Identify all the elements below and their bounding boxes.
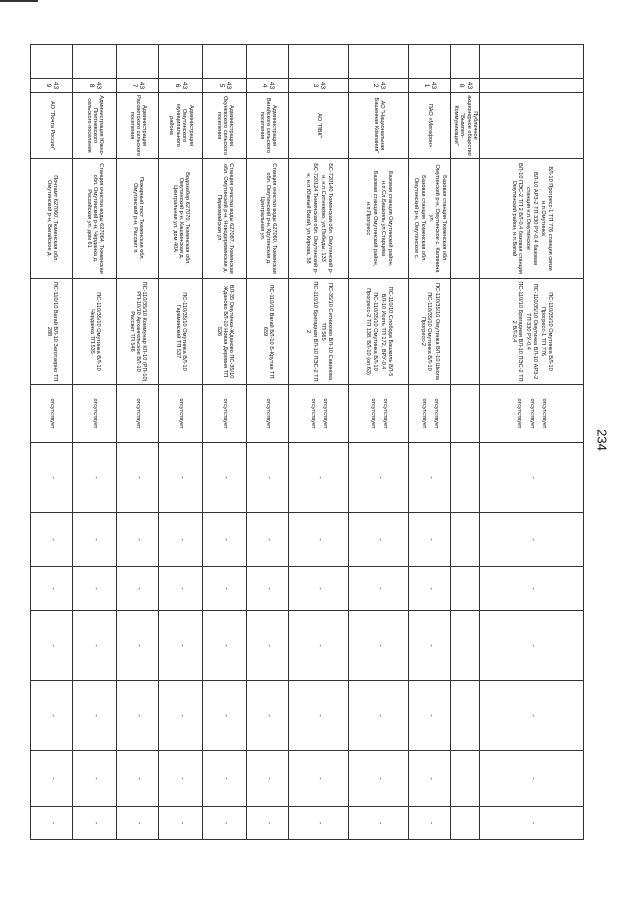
status-value: отсутствует (178, 398, 185, 429)
dash-cell: - (289, 567, 349, 611)
empty-cell (451, 279, 480, 385)
empty-cell (289, 45, 349, 79)
dash-cell: - (203, 611, 247, 681)
dash-cell: - (409, 751, 451, 807)
owner-name: АО "Национальная Башенная Компания" (349, 93, 409, 159)
status-value: отсутствует (135, 398, 142, 429)
empty-cell (451, 159, 480, 279)
dash-cell: - (31, 611, 73, 681)
dash-cell: - (480, 611, 584, 681)
object-description: Станция очистки воды 627064, Тюменская обл. Омутинский р-н, Черданка д. Российская ул. дом 61 (85, 163, 105, 274)
owner-name: АО "ПВК" (289, 93, 349, 159)
dash-cell: - (31, 807, 73, 840)
status-cell (203, 385, 247, 443)
line-cell (203, 279, 247, 385)
row-number: 437 (117, 79, 159, 93)
dash-cell: - (117, 751, 159, 807)
empty-cell (451, 807, 480, 840)
dash-cell: - (159, 807, 203, 840)
dash-cell: - (247, 751, 289, 807)
dash-cell: - (117, 443, 159, 513)
empty-cell (247, 45, 289, 79)
dash-cell: - (159, 611, 203, 681)
owner-name: Публичное акционерное общество "Вымпел-Коммуникации" (451, 93, 480, 159)
empty-cell (451, 45, 480, 79)
dash-cell: - (247, 681, 289, 751)
owner-name: АО "Почта России" (31, 93, 73, 159)
dash-cell: - (480, 513, 584, 567)
object-cell (73, 159, 117, 279)
object-description: Станция очистки воды 627087, Тюменская обл. Омутинский р-н, Новодеревенская д. Первомайская ул. (215, 163, 235, 274)
empty-cell (73, 45, 117, 79)
empty-cell (451, 443, 480, 513)
dash-cell: - (117, 567, 159, 611)
empty-cell (451, 681, 480, 751)
supply-line: ПС-110/35/10 Омутинка ВЛ-10 Черданка ТП 535 (88, 292, 102, 371)
empty-cell (480, 45, 584, 79)
supply-line: ПС-110/10 Бригадная ВЛ-10 ПЭС-2 ТП 2 ВЛ-0,4 (510, 281, 524, 382)
supply-line: ПС-110/35/10 Коммунар КЛ-10 (РП-10) РП-10/10 Архангельское ВЛ-10 Рассвет ТП 546 (128, 281, 148, 382)
status-cell (117, 385, 159, 443)
dash-cell: - (31, 443, 73, 513)
supply-line: ПС-110/35/10 Омутинка ВЛ-10 Прогресс-1 ТП 776 (540, 292, 553, 371)
object-description: БС-720124 Тюменская обл. Омутинский р-н, н.п.Южный Вагай, ул.Кирова, 58 (305, 163, 318, 274)
status-value: отсутствует (420, 398, 427, 429)
line-cell (31, 279, 73, 385)
supply-line: ПС-110/35/10 Омутинка ВЛ-10 Прогресс-2 ТП 138, ВЛ-10 (оп.63) (365, 288, 378, 375)
dash-cell: - (289, 807, 349, 840)
object-description: ВЛ-10 ПЭС-2 ТП 2 ВЛ-0,4 базовая станция Омутинский район, н.п.Вагай (510, 163, 524, 274)
dash-cell: - (73, 611, 117, 681)
owner-name: Администрация Окуневского сельского поселения (203, 93, 247, 159)
dash-cell: - (247, 567, 289, 611)
status-value: отсутствует (433, 398, 440, 429)
row-number: 434 (247, 79, 289, 93)
dash-cell: - (349, 611, 409, 681)
dash-cell: - (31, 513, 73, 567)
dash-cell: - (349, 751, 409, 807)
line-cell (349, 279, 409, 385)
object-description: Водозабор 627070, Тюменская обл. Омутинский р-н, Кашкинская д. Центральная ул. дом 40А (171, 172, 191, 265)
line-cell (289, 279, 349, 385)
object-description: Почтамт 627060, Тюменская обл. Омутинский р-н, Вагайское д. (45, 175, 59, 262)
object-cell (159, 159, 203, 279)
supply-line: ПС-110/10 Бригадная ВЛ-10 ПЭС-2 ТП 2 (305, 281, 318, 382)
dash-cell: - (203, 567, 247, 611)
empty-cell (451, 567, 480, 611)
status-cell (409, 385, 451, 443)
dash-cell: - (31, 751, 73, 807)
dash-cell: - (247, 443, 289, 513)
line-cell (73, 279, 117, 385)
object-cell (480, 159, 584, 279)
dash-cell: - (203, 513, 247, 567)
table-row (117, 45, 159, 840)
object-description: ВЛ-10 АРЗ-2 ТП 330 РУ-0,4 базовая станция н.п.Омутинское (525, 171, 538, 266)
dash-cell: - (349, 443, 409, 513)
object-cell (203, 159, 247, 279)
dash-cell: - (349, 567, 409, 611)
supply-line: ПС-110/10 Вагай ВЛ-10 Б-Крутая ТП 659 (261, 284, 275, 379)
object-cell (289, 159, 349, 279)
dash-cell: - (480, 807, 584, 840)
dash-cell: - (73, 567, 117, 611)
object-description: ВЛ-10 Прогресс-1 ТП 776 станция связи н.п.Омутинка (540, 166, 553, 271)
dash-cell: - (289, 681, 349, 751)
object-cell (349, 159, 409, 279)
object-description: Базовая станция Омутинский район, н.п.Прогресс (365, 170, 378, 267)
dash-cell: - (117, 807, 159, 840)
empty-cell (31, 45, 73, 79)
empty-cell (349, 45, 409, 79)
supply-line: ПС-110/10 Слобода Башкиль ВЛ-5 ВЛ-10 Исеть ТП 172, ВРУ-0,4 (380, 286, 393, 377)
object-description: Базовая станция Тюменская обл. Омутинский р-н, Омутинское с. Калинина ул. (428, 164, 447, 273)
dash-cell: - (247, 807, 289, 840)
dash-cell: - (159, 513, 203, 567)
empty-cell (451, 611, 480, 681)
dash-cell: - (159, 567, 203, 611)
empty-cell (203, 45, 247, 79)
empty-cell (409, 45, 451, 79)
dash-cell: - (31, 681, 73, 751)
dash-cell: - (289, 611, 349, 681)
table-row (31, 45, 73, 840)
dash-cell: - (247, 611, 289, 681)
row-number: 438 (73, 79, 117, 93)
line-cell (117, 279, 159, 385)
status-value: отсутствует (92, 398, 99, 429)
supply-line: ПС-35/10 Ситниково ВЛ-10 Савинова ТП 565 (320, 282, 333, 381)
object-cell (409, 159, 451, 279)
empty-cell (117, 45, 159, 79)
status-cell (480, 385, 584, 443)
table-row (349, 45, 409, 840)
table-row (451, 45, 480, 840)
dash-cell: - (159, 751, 203, 807)
status-cell (289, 385, 349, 443)
object-cell (117, 159, 159, 279)
owner-name: Администрация Рассветского сельского поселения (117, 93, 159, 159)
object-description: Пожарный пост Тюменская обл. Омутинский р-н, Рассвет п. (131, 176, 145, 261)
object-description: Базовая станция Тюменская обл. Омутинский р-н, Омутинское с. (413, 175, 426, 262)
dash-cell: - (409, 611, 451, 681)
row-number: 431 (409, 79, 451, 93)
table-row (247, 45, 289, 840)
empty-cell (451, 513, 480, 567)
status-cell (73, 385, 117, 443)
dash-cell: - (409, 443, 451, 513)
supply-line: ПС-110/35/10 Омутинка ВЛ-10 АРЗ-2 ТП 330 РУ-0,4 (525, 283, 538, 380)
object-description: Станция очистки воды 627060, Тюменская обл. Омутинский р-н, Крутинская д. Центральная ул. (258, 163, 278, 274)
line-cell (159, 279, 203, 385)
supply-line: ВЛ-35 Омутинка-Ждановo ПС-35/10 Ждановo ВЛ-10 Новая Деревня ТП 526 (215, 284, 235, 379)
status-value: отсутствует (528, 398, 535, 429)
status-value: отсутствует (382, 398, 389, 429)
dash-cell: - (31, 567, 73, 611)
dash-cell: - (117, 611, 159, 681)
table-row (409, 45, 451, 840)
row-number: 436 (159, 79, 203, 93)
table-row (480, 45, 584, 840)
dash-cell: - (349, 807, 409, 840)
empty-cell (451, 385, 480, 443)
table-row (159, 45, 203, 840)
dash-cell: - (203, 681, 247, 751)
supply-line: ПС-110/35/10 Омутинка ВЛ-10 Гараминский ТП 537 (174, 292, 188, 371)
status-value: отсутствует (516, 398, 523, 429)
dash-cell: - (73, 443, 117, 513)
object-description: БС-720140 Тюменская обл. Омутинский р-н, н.п.Ситниково, ул.Победы, 133 (320, 163, 333, 274)
corner-mark (0, 0, 38, 2)
object-cell (31, 159, 73, 279)
supply-line: ПС-110/10 Вагай ВЛ-10 Заготзерно ТП 288 (45, 281, 59, 382)
status-cell (159, 385, 203, 443)
dash-cell: - (409, 681, 451, 751)
line-cell (409, 279, 451, 385)
supply-line: ПС-110/35/10 Омутинка ВЛ-10 Школа (434, 283, 441, 380)
status-value: отсутствует (369, 398, 376, 429)
dash-cell: - (349, 681, 409, 751)
owner-name (480, 93, 584, 159)
row-number: 432 (349, 79, 409, 93)
row-number: 430 (451, 79, 480, 93)
dash-cell: - (289, 443, 349, 513)
dash-cell: - (480, 567, 584, 611)
dash-cell: - (409, 807, 451, 840)
status-value: отсутствует (309, 398, 316, 429)
dash-cell: - (289, 513, 349, 567)
dash-cell: - (73, 513, 117, 567)
dash-cell: - (73, 807, 117, 840)
dash-cell: - (203, 807, 247, 840)
dash-cell: - (73, 751, 117, 807)
dash-cell: - (409, 513, 451, 567)
owner-name: Администрация Омутинского муниципального района (159, 93, 203, 159)
dash-cell: - (73, 681, 117, 751)
object-cell (247, 159, 289, 279)
dash-cell: - (289, 751, 349, 807)
dash-cell: - (117, 681, 159, 751)
row-number: 435 (203, 79, 247, 93)
owner-name: Администрация Вагайского сельского поселения (247, 93, 289, 159)
dash-cell: - (159, 681, 203, 751)
dash-cell: - (247, 513, 289, 567)
status-cell (349, 385, 409, 443)
dash-cell: - (203, 443, 247, 513)
dash-cell: - (480, 751, 584, 807)
row-number: 433 (289, 79, 349, 93)
status-cell (247, 385, 289, 443)
row-number (480, 79, 584, 93)
line-cell (247, 279, 289, 385)
empty-cell (451, 751, 480, 807)
status-value: отсутствует (541, 398, 548, 429)
table-row (203, 45, 247, 840)
dash-cell: - (349, 513, 409, 567)
dash-cell: - (480, 681, 584, 751)
table-row (73, 45, 117, 840)
register-table (30, 44, 584, 840)
register-table-wrap (44, 44, 584, 839)
page-number: 234 (594, 429, 610, 451)
dash-cell: - (480, 443, 584, 513)
dash-cell: - (203, 751, 247, 807)
dash-cell: - (117, 513, 159, 567)
empty-cell (159, 45, 203, 79)
status-value: отсутствует (222, 398, 229, 429)
status-value: отсутствует (265, 398, 272, 429)
table-row (289, 45, 349, 840)
status-value: отсутствует (49, 398, 56, 429)
row-number: 439 (31, 79, 73, 93)
dash-cell: - (159, 443, 203, 513)
status-cell (31, 385, 73, 443)
owner-name: Администрация Южно-Плетневского сельского поселения (73, 93, 117, 159)
object-description: Базовая станция Омутинский район, н.п.Сл.Башкиль ул.Старцева (380, 170, 393, 267)
status-value: отсутствует (322, 398, 329, 429)
supply-line: ПС-110/35/10 Омутинка ВЛ-10 Прогресс-2 (419, 292, 433, 371)
dash-cell: - (409, 567, 451, 611)
line-cell (480, 279, 584, 385)
owner-name: ПАО «Мегафон» (409, 93, 451, 159)
